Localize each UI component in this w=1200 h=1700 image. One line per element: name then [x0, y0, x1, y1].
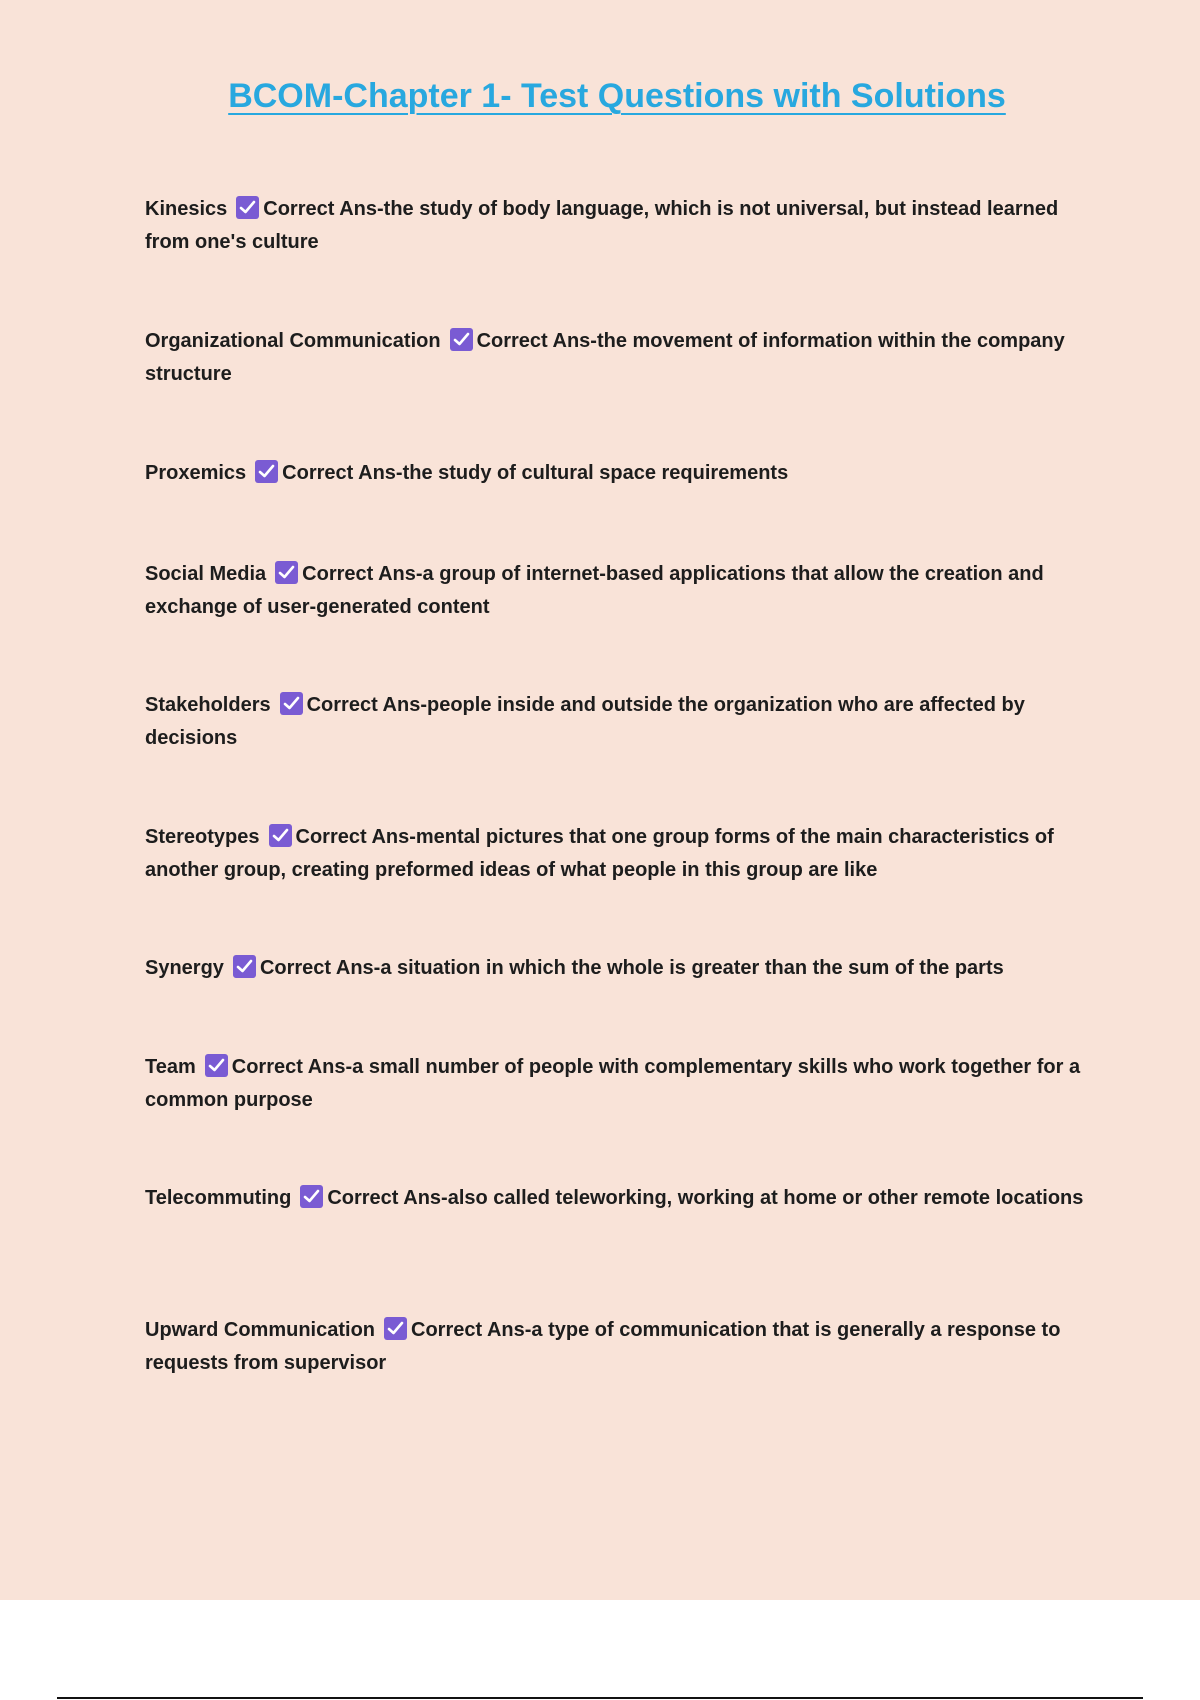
- checkbox-checked-icon: [384, 1317, 407, 1340]
- checkbox-checked-icon: [205, 1054, 228, 1077]
- qa-entry: [145, 1314, 1095, 1379]
- qa-entry: [145, 952, 1095, 985]
- answer-text: Correct Ans-people inside and outside the organization who are affected by decisions: [145, 694, 1025, 749]
- answer-text: Correct Ans-the study of cultural space requirements: [282, 462, 789, 484]
- answer-text: Correct Ans-a situation in which the whole is greater than the sum of the parts: [259, 957, 1004, 979]
- qa-entry: [145, 193, 1095, 258]
- checkbox-checked-icon: [255, 460, 278, 483]
- checkbox-checked-icon: [300, 1185, 323, 1208]
- checkbox-checked-icon: [269, 824, 292, 847]
- checkbox-checked-icon: [450, 328, 473, 351]
- term-label: Stakeholders: [145, 694, 271, 716]
- term-label: Telecommuting: [145, 1187, 292, 1209]
- answer-text: Correct Ans-a small number of people with complementary skills who work together for a common purpose: [145, 1056, 1081, 1111]
- qa-entry: [145, 558, 1095, 623]
- term-label: Stereotypes: [145, 826, 260, 848]
- answer-text: Correct Ans-the study of body language, which is not universal, but instead learned from one's culture: [145, 198, 1059, 253]
- qa-entry: [145, 457, 1095, 490]
- checkbox-checked-icon: [236, 196, 259, 219]
- term-label: Team: [145, 1056, 196, 1078]
- qa-entry: [145, 325, 1095, 390]
- qa-entry: [145, 1051, 1095, 1116]
- checkbox-checked-icon: [280, 692, 303, 715]
- qa-entry: [145, 689, 1095, 754]
- answer-text: Correct Ans-a type of communication that is generally a response to requests from supervisor: [145, 1319, 1061, 1374]
- term-label: Synergy: [145, 957, 224, 979]
- qa-entry: [145, 1182, 1095, 1215]
- answer-text: Correct Ans-a group of internet-based applications that allow the creation and exchange of user-generated content: [145, 563, 1044, 618]
- checkbox-checked-icon: [275, 561, 298, 584]
- term-label: Proxemics: [145, 462, 247, 484]
- answer-text: Correct Ans-also called teleworking, working at home or other remote locations: [327, 1187, 1084, 1209]
- checkbox-checked-icon: [233, 955, 256, 978]
- footer-divider: [57, 1697, 1143, 1699]
- qa-entry: [145, 821, 1095, 886]
- answer-text: Correct Ans-the movement of information within the company structure: [145, 330, 1065, 385]
- term-label: Kinesics: [145, 198, 228, 220]
- term-label: Upward Communication: [145, 1319, 376, 1341]
- answer-text: Correct Ans-mental pictures that one group forms of the main characteristics of another group, creating preformed ideas of what people in this group are like: [145, 826, 1054, 881]
- document-title: BCOM-Chapter 1- Test Questions with Solutions: [228, 77, 1006, 115]
- term-label: Social Media: [145, 563, 267, 585]
- term-label: Organizational Communication: [145, 330, 441, 352]
